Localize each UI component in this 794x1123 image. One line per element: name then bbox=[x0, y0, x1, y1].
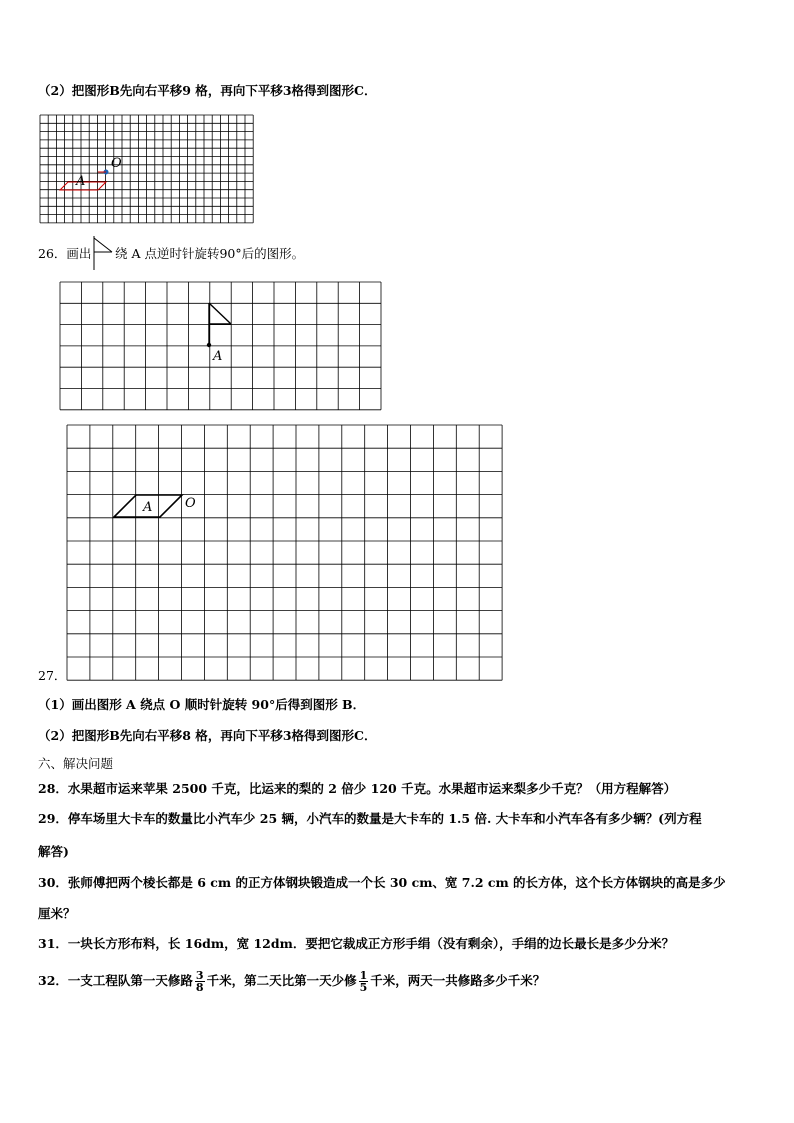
fraction-1-5: $\frac{1}{5}$ bbox=[359, 969, 368, 994]
q32-part2: 千米，第二天比第一天少修 bbox=[206, 973, 357, 988]
flag-icon bbox=[90, 236, 114, 272]
q26-point-a bbox=[207, 343, 211, 347]
q27-part2-text: （2）把图形B先向右平移8 格，再向下平移3格得到图形C． bbox=[38, 728, 377, 743]
q26-text-prefix: 26．画出 bbox=[38, 246, 92, 261]
q32-part3: 千米，两天一共修路多少千米？ bbox=[370, 973, 546, 988]
q25-label-o: O bbox=[111, 156, 122, 171]
fraction-3-8: $\frac{3}{8}$ bbox=[195, 969, 204, 994]
q26-grid bbox=[60, 282, 382, 410]
q29-line2: 解答) bbox=[38, 844, 69, 859]
q25-grid bbox=[40, 115, 253, 223]
q30-line1: 30．张师傅把两个棱长都是 6 cm 的正方体钢块锻造成一个长 30 cm、宽 7.2 cm 的长方体，这个长方体钢块的高是多少 bbox=[38, 875, 726, 890]
q28-text: 28．水果超市运来苹果 2500 千克，比运来的梨的 2 倍少 120 千克。水果超市运来梨多少千克？（用方程解答） bbox=[38, 781, 677, 796]
q26-label-a: A bbox=[213, 349, 223, 364]
q27-label-o: O bbox=[185, 496, 196, 511]
q25-part2-text: （2）把图形B先向右平移9 格，再向下平移3格得到图形C． bbox=[38, 83, 377, 98]
q27-label-a: A bbox=[143, 500, 153, 515]
q31-text: 31．一块长方形布料，长 16dm，宽 12dm．要把它裁成正方形手绢（没有剩余），手绢的边长最长是多少分米？ bbox=[38, 936, 675, 951]
q25-label-a: A bbox=[76, 174, 86, 189]
section-heading: 六、解决问题 bbox=[38, 756, 114, 771]
q27-number: 27． bbox=[38, 668, 67, 683]
q32-text bbox=[38, 970, 545, 993]
q29-line1: 29．停车场里大卡车的数量比小汽车少 25 辆，小汽车的数量是大卡车的 1.5 倍. 大卡车和小汽车各有多少辆？(列方程 bbox=[38, 811, 702, 826]
q32-part1: 32．一支工程队第一天修路 bbox=[38, 973, 193, 988]
q27-grid bbox=[67, 425, 503, 681]
q27-part1-text: （1）画出图形 A 绕点 O 顺时针旋转 90°后得到图形 B． bbox=[38, 697, 366, 712]
q26-text-suffix: 绕 A 点逆时针旋转90°后的图形。 bbox=[115, 246, 305, 261]
q30-line2: 厘米？ bbox=[38, 906, 76, 921]
